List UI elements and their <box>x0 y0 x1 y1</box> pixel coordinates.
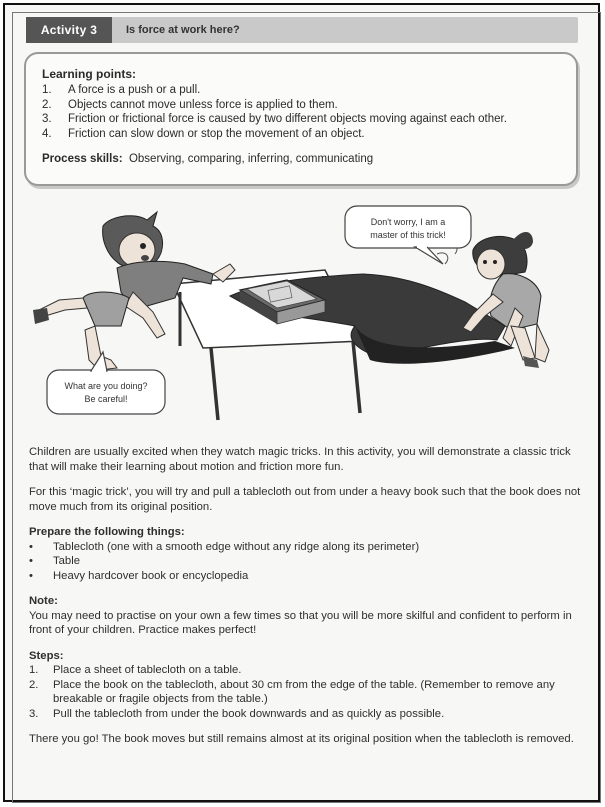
list-item: • Tablecloth (one with a smooth edge without any ridge along its perimeter) <box>29 540 420 553</box>
steps-heading: Steps: <box>29 649 64 662</box>
list-item: 2. Place the book on the tablecloth, about 30 cm from the edge of the table. (Remember to remove any breakable or fragile objects from the table.) <box>29 678 555 705</box>
note-paragraph: You may need to practise on your own a few times so that you will be more skilful and confident to perform in front of your children. Practice makes perfect! <box>29 609 572 636</box>
girl-speech-bubble <box>345 206 471 264</box>
intro-paragraph: Children are usually excited when they watch magic tricks. In this activity, you will demonstrate a classic trick that will make their learning about motion and friction more fun. <box>29 446 571 473</box>
note-heading: Note: <box>29 595 58 607</box>
prepare-list <box>29 540 584 584</box>
boy-bubble-line-2: Be careful! <box>84 394 128 404</box>
list-item: 4. Friction can slow down or stop the movement of an object. <box>42 127 365 140</box>
list-item: 2. Objects cannot move unless force is applied to them. <box>42 98 338 111</box>
activity-label: Activity 3 <box>26 17 112 43</box>
process-skills-label: Process skills: <box>42 153 123 165</box>
boy-bubble-line-1: What are you doing? <box>64 381 148 391</box>
list-item: • Heavy hardcover book or encyclopedia <box>29 569 249 582</box>
list-item: 1. Place a sheet of tablecloth on a table. <box>29 664 242 676</box>
list-item: 1. A force is a push or a pull. <box>42 84 201 96</box>
prepare-heading: Prepare the following things: <box>29 526 185 538</box>
process-skills <box>42 153 373 165</box>
learning-points-heading: Learning points: <box>42 67 136 81</box>
table-leg <box>211 348 218 420</box>
motion-line <box>437 253 448 264</box>
instructions-body <box>29 445 584 747</box>
activity-title: Is force at work here? <box>126 24 240 36</box>
process-skills-value: Observing, comparing, inferring, communicating <box>128 153 374 165</box>
list-item: 3. Pull the tablecloth from under the book downwards and as quickly as possible. <box>29 707 445 720</box>
learning-points-box <box>24 52 578 186</box>
list-item: 3. Friction or frictional force is caused by two different objects moving against each other. <box>42 113 507 125</box>
conclusion-paragraph: There you go! The book moves but still remains almost at its original position when the tablecloth is removed. <box>29 733 574 745</box>
girl-bubble-line-2: master of this trick! <box>370 230 446 240</box>
girl-bubble-line-1: Don't worry, I am a <box>370 217 446 227</box>
learning-points-list <box>42 83 507 141</box>
magic-trick-paragraph: For this ‘magic trick’, you will try and pull a tablecloth out from under a heavy book such that the book does not move much from its original position. <box>29 486 581 513</box>
activity-header <box>26 17 578 43</box>
steps-list <box>29 663 584 721</box>
list-item: • Table <box>29 555 81 567</box>
tablecloth-trick-illustration <box>25 198 580 430</box>
table-leg <box>353 341 360 413</box>
